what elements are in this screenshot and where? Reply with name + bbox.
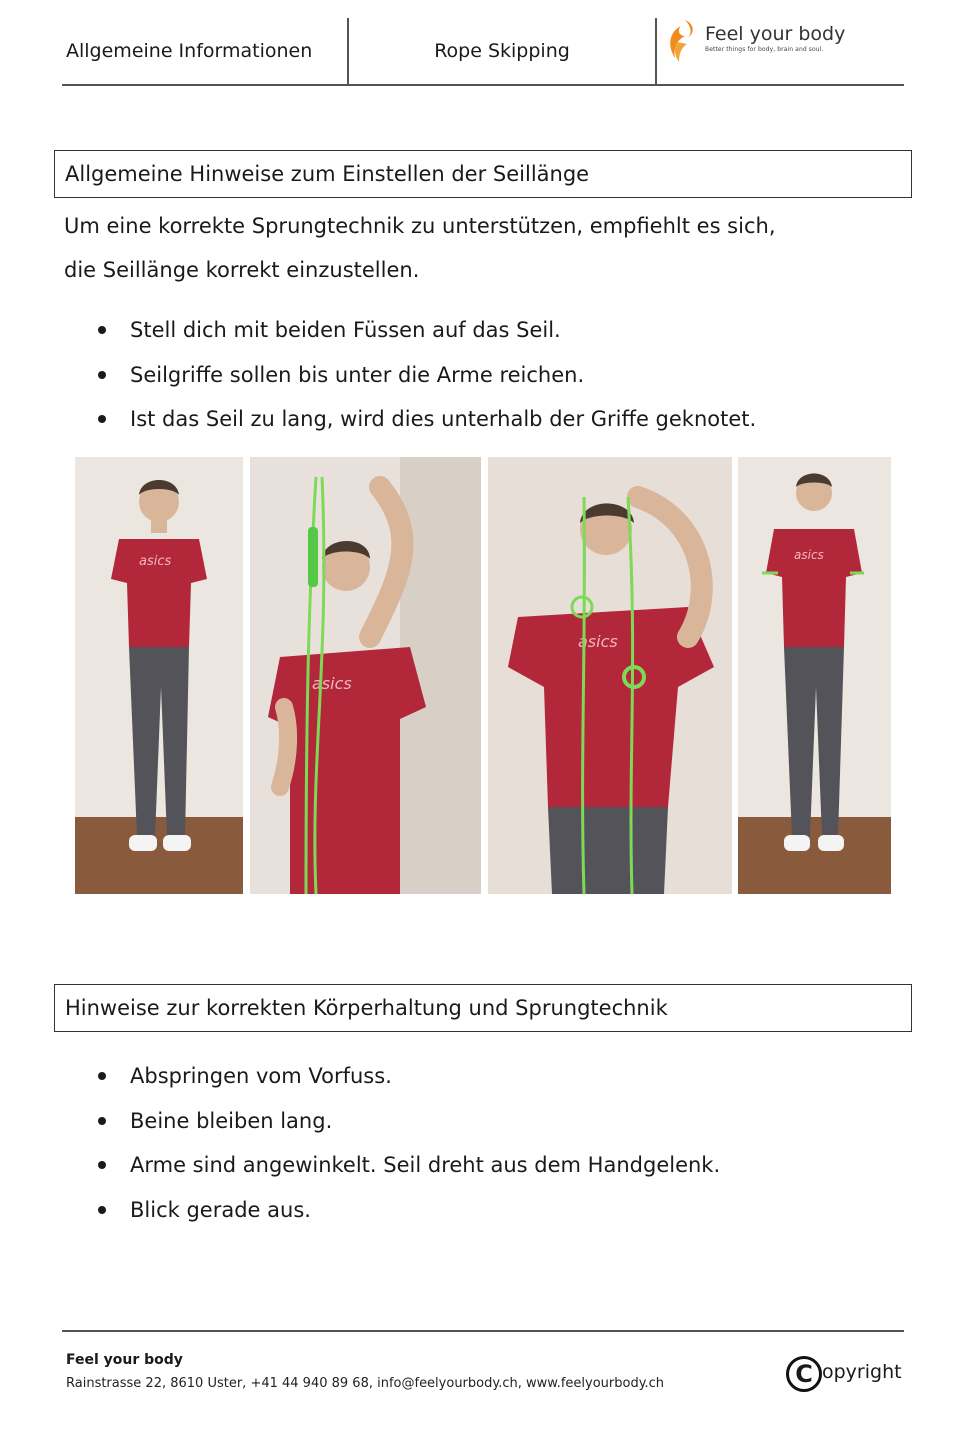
copyright-icon: C bbox=[786, 1356, 822, 1392]
photo-standing-front-2 bbox=[738, 457, 891, 894]
intro-line: die Seillänge korrekt einzustellen. bbox=[64, 258, 420, 282]
svg-text:asics: asics bbox=[312, 674, 352, 693]
header-category: Allgemeine Informationen bbox=[66, 40, 313, 62]
flame-logo-icon bbox=[665, 18, 699, 64]
list-item: Abspringen vom Vorfuss. bbox=[96, 1054, 916, 1099]
svg-text:asics: asics bbox=[794, 548, 824, 562]
footer-address: Rainstrasse 22, 8610 Uster, +41 44 940 89 68, info@feelyourbody.ch, www.feelyourbody.ch bbox=[66, 1376, 665, 1391]
list-item: Arme sind angewinkelt. Seil dreht aus dem Handgelenk. bbox=[96, 1143, 916, 1188]
intro-line: Um eine korrekte Sprungtechnik zu unterstützen, empfiehlt es sich, bbox=[64, 214, 776, 238]
page-header bbox=[62, 18, 904, 86]
rope-length-list bbox=[96, 308, 916, 442]
intro-paragraph bbox=[64, 204, 904, 292]
section-title-rope-length: Allgemeine Hinweise zum Einstellen der Seillänge bbox=[54, 150, 912, 198]
bullet-icon bbox=[98, 1161, 106, 1169]
list-item: Stell dich mit beiden Füssen auf das Seil. bbox=[96, 308, 916, 353]
bullet-icon bbox=[98, 1117, 106, 1125]
photo-standing-front bbox=[75, 457, 243, 894]
bullet-icon bbox=[98, 1072, 106, 1080]
header-topic: Rope Skipping bbox=[347, 18, 657, 84]
shirt-logo-text: asics bbox=[139, 554, 172, 569]
brand-logo bbox=[657, 18, 904, 84]
brand-name: Feel your body bbox=[705, 23, 846, 45]
bullet-icon bbox=[98, 415, 106, 423]
section-title-posture: Hinweise zur korrekten Körperhaltung und Sprungtechnik bbox=[54, 984, 912, 1032]
bullet-icon bbox=[98, 371, 106, 379]
bullet-icon bbox=[98, 326, 106, 334]
photo-rope-measure-1 bbox=[250, 457, 481, 894]
list-item: Blick gerade aus. bbox=[96, 1188, 916, 1233]
brand-tagline: Better things for body, brain and soul. bbox=[705, 46, 824, 53]
posture-list bbox=[96, 1054, 916, 1232]
footer-company-name: Feel your body bbox=[66, 1352, 183, 1368]
svg-text:asics: asics bbox=[578, 632, 618, 651]
photo-rope-measure-2 bbox=[488, 457, 732, 894]
bullet-icon bbox=[98, 1206, 106, 1214]
list-item: Beine bleiben lang. bbox=[96, 1099, 916, 1144]
list-item: Ist das Seil zu lang, wird dies unterhalb der Griffe geknotet. bbox=[96, 397, 916, 442]
footer-divider bbox=[62, 1330, 904, 1332]
list-item: Seilgriffe sollen bis unter die Arme reichen. bbox=[96, 353, 916, 398]
copyright-text: opyright bbox=[822, 1361, 902, 1383]
copyright-notice bbox=[786, 1356, 902, 1392]
